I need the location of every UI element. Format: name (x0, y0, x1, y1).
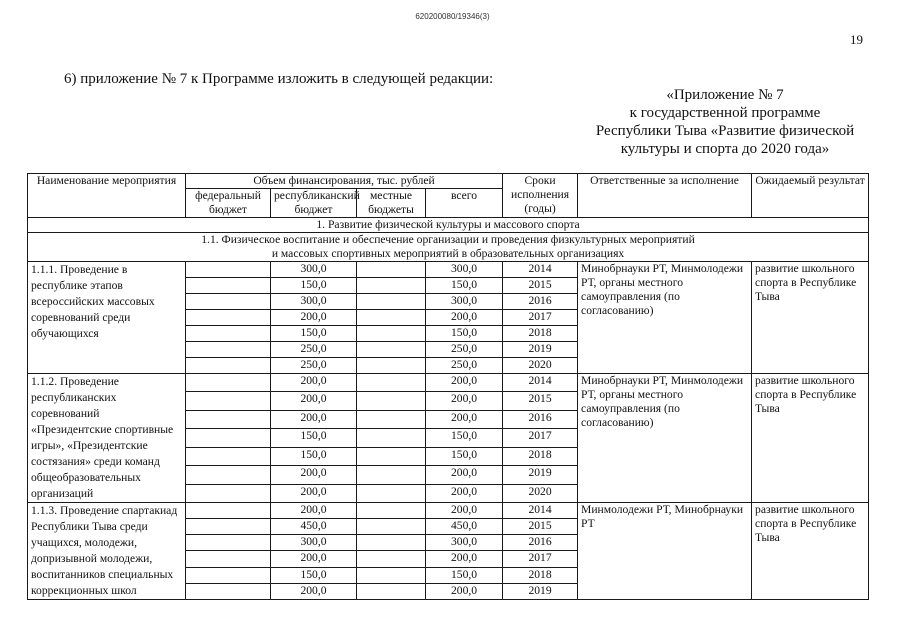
cell-year: 2017 (503, 429, 578, 447)
cell-year: 2018 (503, 447, 578, 465)
table-row (28, 262, 869, 278)
cell-republic: 300,0 (271, 262, 357, 278)
cell-republic: 250,0 (271, 342, 357, 358)
cell-local (357, 410, 426, 428)
cell-federal (186, 484, 271, 502)
cell-republic: 300,0 (271, 294, 357, 310)
cell-republic: 200,0 (271, 310, 357, 326)
cell-total: 300,0 (426, 262, 503, 278)
cell-federal (186, 503, 271, 519)
activity-name: 1.1.1. Проведение в республике этапов всероссийских массовых соревнований среди обучающихся (28, 262, 186, 374)
cell-total: 200,0 (426, 551, 503, 567)
activity-name: 1.1.2. Проведение республиканских соревнований «Президентские спортивные игры», «Президентские состязания» среди команд общеобразовательных организаций (28, 374, 186, 503)
result-cell: развитие школьного спорта в Республике Тыва (752, 503, 869, 600)
cell-republic: 200,0 (271, 583, 357, 599)
cell-local (357, 326, 426, 342)
cell-federal (186, 551, 271, 567)
cell-republic: 200,0 (271, 503, 357, 519)
cell-republic: 250,0 (271, 358, 357, 374)
cell-total: 150,0 (426, 447, 503, 465)
subsection-title (28, 233, 869, 262)
cell-total: 200,0 (426, 374, 503, 392)
cell-republic: 200,0 (271, 392, 357, 410)
cell-local (357, 392, 426, 410)
document-code: 620200080/19346(3) (415, 12, 490, 21)
cell-republic: 150,0 (271, 326, 357, 342)
subsection-line: и массовых спортивных мероприятий в образовательных организациях (271, 247, 625, 260)
program-table (27, 173, 869, 600)
table-row (28, 503, 869, 519)
cell-total: 250,0 (426, 342, 503, 358)
cell-republic: 450,0 (271, 519, 357, 535)
cell-year: 2018 (503, 326, 578, 342)
instruction-text: 6) приложение № 7 к Программе изложить в следующей редакции: (64, 71, 494, 87)
cell-year: 2015 (503, 392, 578, 410)
cell-year: 2016 (503, 535, 578, 551)
cell-local (357, 358, 426, 374)
header-responsible: Ответственные за исполнение (578, 174, 752, 218)
cell-federal (186, 410, 271, 428)
cell-local (357, 310, 426, 326)
cell-total: 200,0 (426, 392, 503, 410)
cell-year: 2014 (503, 374, 578, 392)
cell-local (357, 466, 426, 484)
cell-federal (186, 278, 271, 294)
cell-local (357, 551, 426, 567)
cell-year: 2017 (503, 551, 578, 567)
cell-republic: 200,0 (271, 410, 357, 428)
cell-local (357, 519, 426, 535)
header-total: всего (426, 189, 503, 218)
cell-total: 200,0 (426, 466, 503, 484)
responsible-cell: Минобрнауки РТ, Минмолодежи РТ, органы местного самоуправления (по согласованию) (578, 374, 752, 503)
cell-year: 2019 (503, 342, 578, 358)
cell-federal (186, 519, 271, 535)
cell-federal (186, 583, 271, 599)
cell-local (357, 484, 426, 502)
annex-line: «Приложение № 7 (666, 87, 784, 103)
section-title: 1. Развитие физической культуры и массового спорта (28, 218, 869, 233)
cell-total: 200,0 (426, 310, 503, 326)
cell-year: 2014 (503, 503, 578, 519)
cell-year: 2015 (503, 278, 578, 294)
cell-federal (186, 326, 271, 342)
cell-year: 2018 (503, 567, 578, 583)
header-result: Ожидаемый результат (752, 174, 869, 218)
cell-local (357, 503, 426, 519)
cell-federal (186, 535, 271, 551)
cell-total: 150,0 (426, 278, 503, 294)
cell-year: 2019 (503, 583, 578, 599)
cell-federal (186, 429, 271, 447)
result-cell: развитие школьного спорта в Республике Тыва (752, 374, 869, 503)
cell-total: 300,0 (426, 294, 503, 310)
annex-line: к государственной программе (629, 105, 821, 121)
subsection-row (28, 233, 869, 262)
annex-heading (560, 86, 890, 158)
cell-local (357, 294, 426, 310)
header-republic: республиканский бюджет (271, 189, 357, 218)
table-row (28, 374, 869, 392)
table-header-row (28, 174, 869, 189)
cell-republic: 300,0 (271, 535, 357, 551)
result-cell: развитие школьного спорта в Республике Тыва (752, 262, 869, 374)
cell-federal (186, 310, 271, 326)
cell-local (357, 342, 426, 358)
cell-federal (186, 374, 271, 392)
cell-year: 2015 (503, 519, 578, 535)
cell-federal (186, 294, 271, 310)
cell-local (357, 262, 426, 278)
cell-total: 150,0 (426, 567, 503, 583)
cell-total: 450,0 (426, 519, 503, 535)
cell-year: 2020 (503, 358, 578, 374)
cell-local (357, 567, 426, 583)
cell-local (357, 583, 426, 599)
cell-total: 250,0 (426, 358, 503, 374)
cell-local (357, 278, 426, 294)
cell-year: 2016 (503, 294, 578, 310)
cell-year: 2020 (503, 484, 578, 502)
cell-total: 200,0 (426, 484, 503, 502)
header-local: местные бюджеты (357, 189, 426, 218)
cell-federal (186, 392, 271, 410)
responsible-cell: Минобрнауки РТ, Минмолодежи РТ, органы местного самоуправления (по согласованию) (578, 262, 752, 374)
cell-federal (186, 466, 271, 484)
cell-federal (186, 447, 271, 465)
cell-republic: 200,0 (271, 484, 357, 502)
cell-local (357, 447, 426, 465)
header-name: Наименование мероприятия (28, 174, 186, 218)
cell-republic: 200,0 (271, 374, 357, 392)
cell-republic: 200,0 (271, 466, 357, 484)
activity-name: 1.1.3. Проведение спартакиад Республики Тыва среди учащихся, молодежи, допризывной молодежи, воспитанников специальных коррекционных школ (28, 503, 186, 600)
page-number: 19 (850, 32, 863, 47)
cell-total: 300,0 (426, 535, 503, 551)
cell-total: 150,0 (426, 326, 503, 342)
cell-year: 2017 (503, 310, 578, 326)
cell-year: 2014 (503, 262, 578, 278)
cell-year: 2019 (503, 466, 578, 484)
header-funding: Объем финансирования, тыс. рублей (186, 174, 503, 189)
cell-republic: 200,0 (271, 551, 357, 567)
cell-republic: 150,0 (271, 278, 357, 294)
cell-federal (186, 262, 271, 278)
cell-total: 200,0 (426, 503, 503, 519)
cell-republic: 150,0 (271, 447, 357, 465)
cell-local (357, 535, 426, 551)
annex-line: культуры и спорта до 2020 года» (620, 141, 830, 157)
cell-total: 150,0 (426, 429, 503, 447)
cell-republic: 150,0 (271, 567, 357, 583)
cell-federal (186, 358, 271, 374)
cell-federal (186, 342, 271, 358)
responsible-cell: Минмолодежи РТ, Минобрнауки РТ (578, 503, 752, 600)
section-row (28, 218, 869, 233)
cell-local (357, 374, 426, 392)
cell-local (357, 429, 426, 447)
header-federal: федеральный бюджет (186, 189, 271, 218)
annex-line: Республики Тыва «Развитие физической (595, 123, 855, 139)
cell-republic: 150,0 (271, 429, 357, 447)
cell-year: 2016 (503, 410, 578, 428)
header-deadline: Сроки исполнения (годы) (503, 174, 578, 218)
cell-total: 200,0 (426, 583, 503, 599)
cell-federal (186, 567, 271, 583)
cell-total: 200,0 (426, 410, 503, 428)
subsection-line: 1.1. Физическое воспитание и обеспечение организации и проведения физкультурных мероприятий (201, 233, 695, 246)
